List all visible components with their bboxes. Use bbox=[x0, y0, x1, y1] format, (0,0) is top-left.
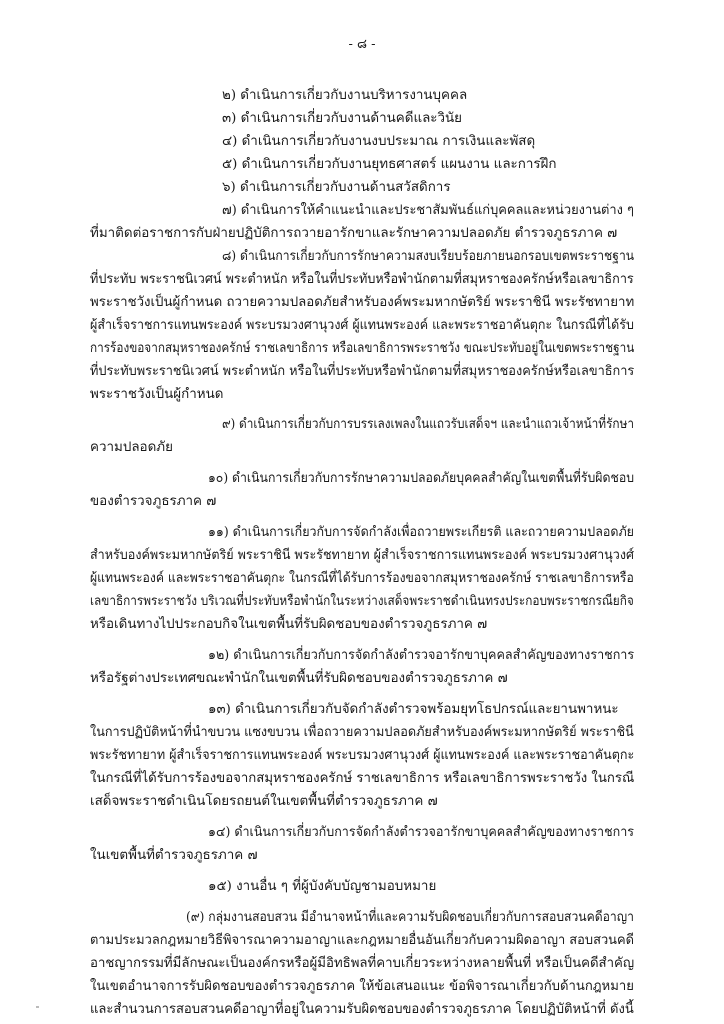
text-line bbox=[0, 822, 724, 844]
page-number: - ๘ - bbox=[348, 37, 376, 52]
line-text: ในกรณีที่ได้รับการร้องขอจากสมุหราชองครักษ์ ราชเลขาธิการ หรือเลขาธิการพระราชวัง ในกรณี bbox=[90, 771, 635, 786]
text-line bbox=[0, 437, 724, 459]
line-text: ที่มาติดต่อราชการกับฝ่ายปฏิบัติการถวายอารักขาและรักษาความปลอดภัย ตำรวจภูธรภาค ๗ bbox=[90, 226, 618, 241]
text-line bbox=[0, 845, 724, 867]
text-line bbox=[0, 876, 724, 898]
text-line bbox=[0, 668, 724, 690]
text-line bbox=[0, 976, 724, 998]
line-text: ๑๓) ดำเนินการเกี่ยวกับจัดกำลังตำรวจพร้อมยุทโธปกรณ์และยานพาหนะ bbox=[208, 702, 619, 717]
line-text: ผู้สำเร็จราชการแทนพระองค์ พระบรมวงศานุวงศ์ ผู้แทนพระองค์ และพระราชอาคันตุกะ ในกรณีที่ได้รับ bbox=[90, 318, 634, 333]
text-line bbox=[0, 768, 724, 790]
text-line bbox=[0, 491, 724, 513]
text-line bbox=[0, 292, 724, 314]
text-line bbox=[0, 131, 724, 153]
line-text: ที่ประทับ พระราชนิเวศน์ พระตำหนัก หรือในที่ประทับหรือพำนักตามที่สมุหราชองครักษ์หรือเลขาธิการ bbox=[90, 272, 634, 287]
line-text: ๑๑) ดำเนินการเกี่ยวกับการจัดกำลังเพื่อถวายพระเกียรติ และถวายความปลอดภัย bbox=[208, 525, 634, 540]
line-text: ๖) ดำเนินการเกี่ยวกับงานด้านสวัสดิการ bbox=[222, 180, 451, 195]
scan-speck bbox=[36, 1006, 39, 1008]
line-text: การร้องขอจากสมุหราชองครักษ์ ราชเลขาธิการ หรือเลขาธิการพระราชวัง ขณะประทับอยู่ในเขตพระราชฐาน bbox=[90, 341, 635, 356]
line-text: ในการปฏิบัติหน้าที่นำขบวน แซงขบวน เพื่อถวายความปลอดภัยสำหรับองค์พระมหากษัตริย์ พระราชินี bbox=[90, 725, 634, 740]
text-line bbox=[0, 246, 724, 268]
line-text: ๓) ดำเนินการเกี่ยวกับงานด้านคดีและวินัย bbox=[222, 111, 462, 126]
line-text: ๑๒) ดำเนินการเกี่ยวกับการจัดกำลังตำรวจอารักขาบุคคลสำคัญของทางราชการ bbox=[208, 648, 635, 663]
line-text: เลขาธิการพระราชวัง บริเวณที่ประทับหรือพำนักในระหว่างเสด็จพระราชดำเนินทรงประกอบพระราชกรณียกิจ bbox=[90, 594, 634, 609]
text-line bbox=[0, 361, 724, 383]
line-text: เสด็จพระราชดำเนินโดยรถยนต์ในเขตพื้นที่ตำรวจภูธรภาค ๗ bbox=[90, 794, 438, 809]
text-line bbox=[0, 722, 724, 744]
line-text: ตามประมวลกฎหมายวิธีพิจารณาความอาญาและกฎหมายอื่นอันเกี่ยวกับความผิดอาญา สอบสวนคดี bbox=[90, 933, 634, 948]
text-line bbox=[0, 614, 724, 636]
line-text: (๙) กลุ่มงานสอบสวน มีอำนาจหน้าที่และความรับผิดชอบเกี่ยวกับการสอบสวนคดีอาญา bbox=[186, 910, 634, 925]
text-line bbox=[0, 999, 724, 1021]
line-text: ๑๔) ดำเนินการเกี่ยวกับการจัดกำลังตำรวจอารักขาบุคคลสำคัญของทางราชการ bbox=[208, 825, 635, 840]
line-text: ของตำรวจภูธรภาค ๗ bbox=[90, 494, 217, 509]
text-line bbox=[0, 384, 724, 406]
text-line bbox=[0, 791, 724, 813]
text-line bbox=[0, 108, 724, 130]
line-text: พระราชวังเป็นผู้กำหนด ถวายความปลอดภัยสำหรับองค์พระมหากษัตริย์ พระราชินี พระรัชทายาท bbox=[90, 295, 635, 310]
line-text: สำหรับองค์พระมหากษัตริย์ พระราชินี พระรัชทายาท ผู้สำเร็จราชการแทนพระองค์ พระบรมวงศานุวงศ์ bbox=[90, 548, 634, 563]
line-text: ๒) ดำเนินการเกี่ยวกับงานบริหารงานบุคคล bbox=[222, 88, 468, 103]
text-line bbox=[0, 315, 724, 337]
text-line bbox=[0, 745, 724, 767]
text-line bbox=[0, 177, 724, 199]
line-text: พระราชวังเป็นผู้กำหนด bbox=[90, 387, 224, 402]
text-line bbox=[0, 930, 724, 952]
text-line bbox=[0, 699, 724, 721]
text-line bbox=[0, 545, 724, 567]
text-line bbox=[0, 200, 724, 222]
line-text: ๔) ดำเนินการเกี่ยวกับงานงบประมาณ การเงินและพัสดุ bbox=[222, 134, 536, 149]
line-text: และสำนวนการสอบสวนคดีอาญาที่อยู่ในความรับผิดชอบของตำรวจภูธรภาค โดยปฏิบัติหน้าที่ ดังนี้ bbox=[90, 1002, 634, 1017]
line-text: ๑๕) งานอื่น ๆ ที่ผู้บังคับบัญชามอบหมาย bbox=[208, 879, 437, 894]
line-text: ที่ประทับพระราชนิเวศน์ พระตำหนัก หรือในที่ประทับหรือพำนักตามที่สมุหราชองครักษ์หรือเลขาธิการ bbox=[90, 364, 635, 379]
text-line bbox=[0, 414, 724, 436]
text-line bbox=[0, 591, 724, 613]
line-text: หรือเดินทางไปประกอบกิจในเขตพื้นที่รับผิดชอบของตำรวจภูธรภาค ๗ bbox=[90, 617, 488, 632]
text-line bbox=[0, 645, 724, 667]
text-line bbox=[0, 953, 724, 975]
text-line bbox=[0, 223, 724, 245]
text-line bbox=[0, 907, 724, 929]
line-text: ความปลอดภัย bbox=[90, 440, 173, 455]
line-text: ผู้แทนพระองค์ และพระราชอาคันตุกะ ในกรณีที่ได้รับการร้องขอจากสมุหราชองครักษ์ ราชเลขาธิการหรือ bbox=[90, 571, 634, 586]
line-text: ในเขตพื้นที่ตำรวจภูธรภาค ๗ bbox=[90, 848, 258, 863]
text-line bbox=[0, 522, 724, 544]
text-line bbox=[0, 154, 724, 176]
line-text: ๕) ดำเนินการเกี่ยวกับงานยุทธศาสตร์ แผนงาน และการฝึก bbox=[222, 157, 557, 172]
line-text: ๙) ดำเนินการเกี่ยวกับการบรรเลงเพลงในแถวรับเสด็จฯ และนำแถวเจ้าหน้าที่รักษา bbox=[222, 417, 635, 432]
text-line bbox=[0, 85, 724, 107]
text-line bbox=[0, 269, 724, 291]
line-text: ในเขตอำนาจการรับผิดชอบของตำรวจภูธรภาค ให้ข้อเสนอแนะ ข้อพิจารณาเกี่ยวกับด้านกฎหมาย bbox=[90, 979, 634, 994]
text-line bbox=[0, 568, 724, 590]
text-line bbox=[0, 468, 724, 490]
line-text: พระรัชทายาท ผู้สำเร็จราชการแทนพระองค์ พระบรมวงศานุวงศ์ ผู้แทนพระองค์ และพระราชอาคันตุกะ bbox=[90, 748, 635, 763]
line-text: ๗) ดำเนินการให้คำแนะนำและประชาสัมพันธ์แก่บุคคลและหน่วยงานต่าง ๆ bbox=[222, 203, 634, 218]
line-text: หรือรัฐต่างประเทศขณะพำนักในเขตพื้นที่รับผิดชอบของตำรวจภูธรภาค ๗ bbox=[90, 671, 508, 686]
line-text: อาชญากรรมที่มีลักษณะเป็นองค์กรหรือผู้มีอิทธิพลที่คาบเกี่ยวระหว่างหลายพื้นที่ หรือเป็นคดีสำคัญ bbox=[90, 956, 635, 971]
line-text: ๘) ดำเนินการเกี่ยวกับการรักษาความสงบเรียบร้อยภายนอกรอบเขตพระราชฐาน bbox=[222, 249, 635, 264]
text-line bbox=[0, 338, 724, 360]
line-text: ๑๐) ดำเนินการเกี่ยวกับการรักษาความปลอดภัยบุคคลสำคัญในเขตพื้นที่รับผิดชอบ bbox=[208, 471, 635, 486]
